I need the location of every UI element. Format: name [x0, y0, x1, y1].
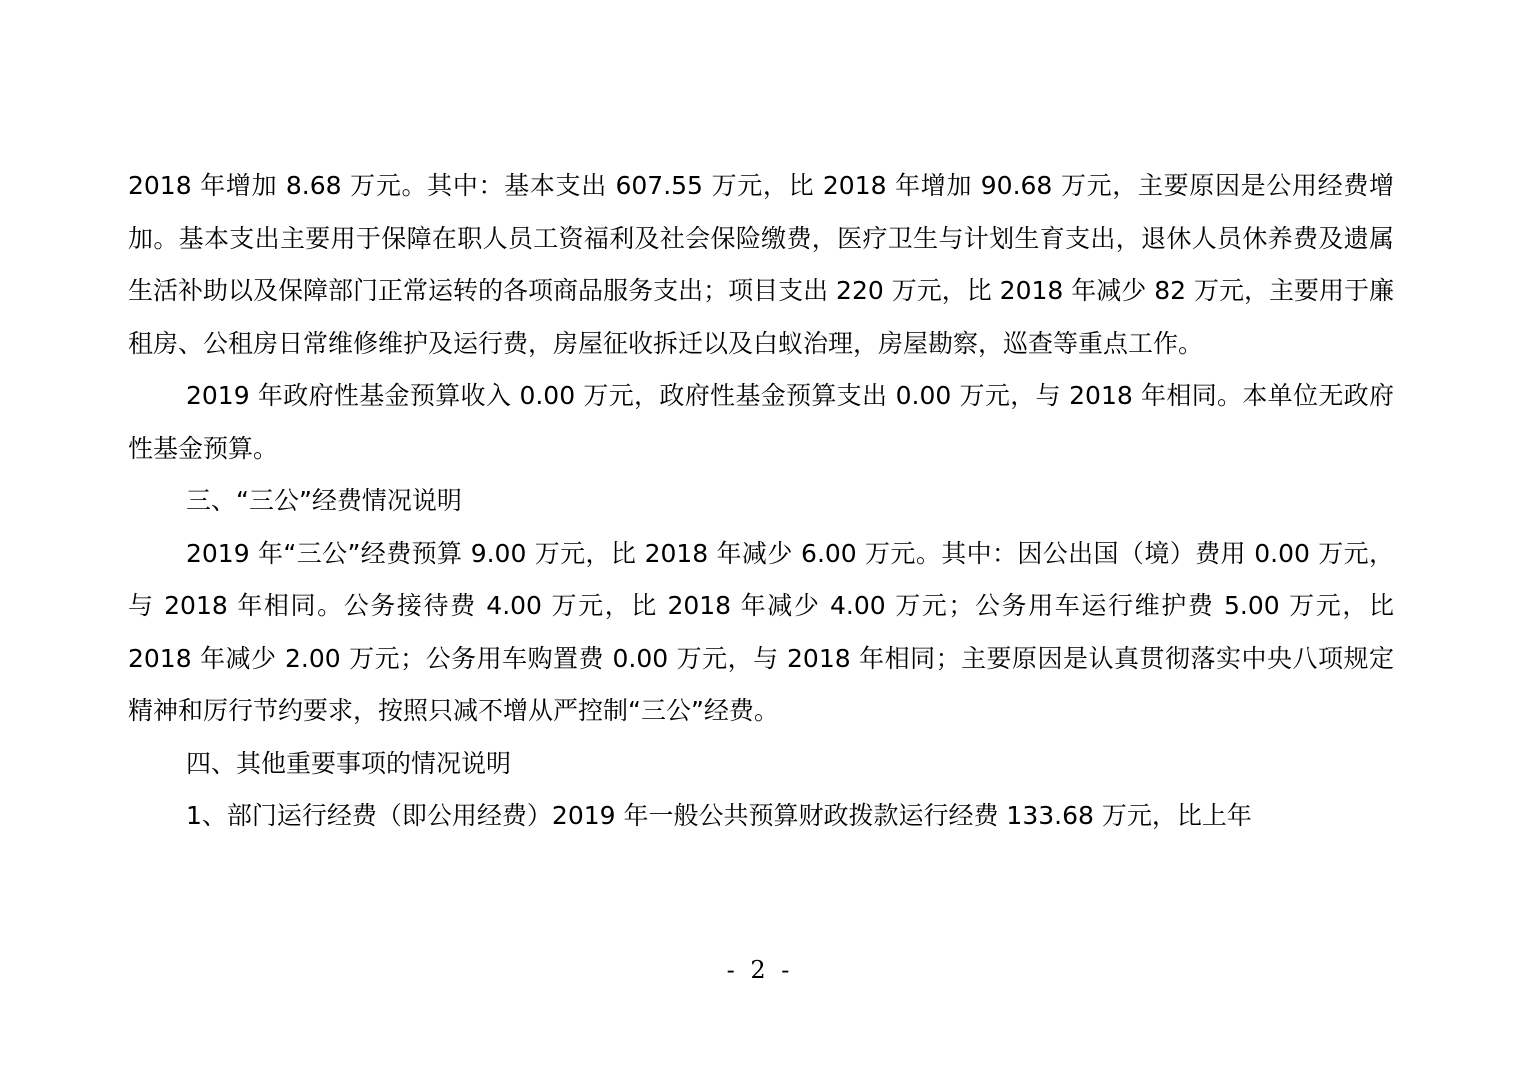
section-heading-three-public: 三、“三公”经费情况说明	[186, 486, 462, 515]
paragraph-operating-expenses: 1、部门运行经费（即公用经费）2019 年一般公共预算财政拨款运行经费 133.68 万元，比上年	[186, 801, 1252, 830]
section-heading-other-matters: 四、其他重要事项的情况说明	[186, 748, 512, 778]
paragraph-expenditure-detail: 2018 年增加 8.68 万元。其中：基本支出 607.55 万元，比 2018 年增加 90.68 万元，主要原因是公用经费增加。基本支出主要用于保障在职人员工资福利及社会保险缴费，医疗卫生与计划生育支出，退休人员休养费及遗属生活补助以及保障部门正常运转的各项商品服务支出；项目支出 220 万元，比 2018 年减少 82 万元，主要用于廉租房、公租房日常维修维护及运行费，房屋征收拆迁以及白蚁治理，房屋勘察，巡查等重点工作。	[128, 171, 1394, 358]
page-number: - 2 -	[726, 956, 794, 984]
paragraph-three-public-budget: 2019 年“三公”经费预算 9.00 万元，比 2018 年减少 6.00 万元。其中：因公出国（境）费用 0.00 万元，与 2018 年相同。公务接待费 4.00 万元，比 2018 年减少 4.00 万元；公务用车运行维护费 5.00 万元，比 2018 年减少 2.00 万元；公务用车购置费 0.00 万元，与 2018 年相同；主要原因是认真贯彻落实中央八项规定精神和厉行节约要求，按照只减不增从严控制“三公”经费。	[128, 538, 1394, 725]
body-text	[128, 160, 1394, 843]
paragraph-government-fund: 2019 年政府性基金预算收入 0.00 万元，政府性基金预算支出 0.00 万元，与 2018 年相同。本单位无政府性基金预算。	[128, 381, 1394, 463]
